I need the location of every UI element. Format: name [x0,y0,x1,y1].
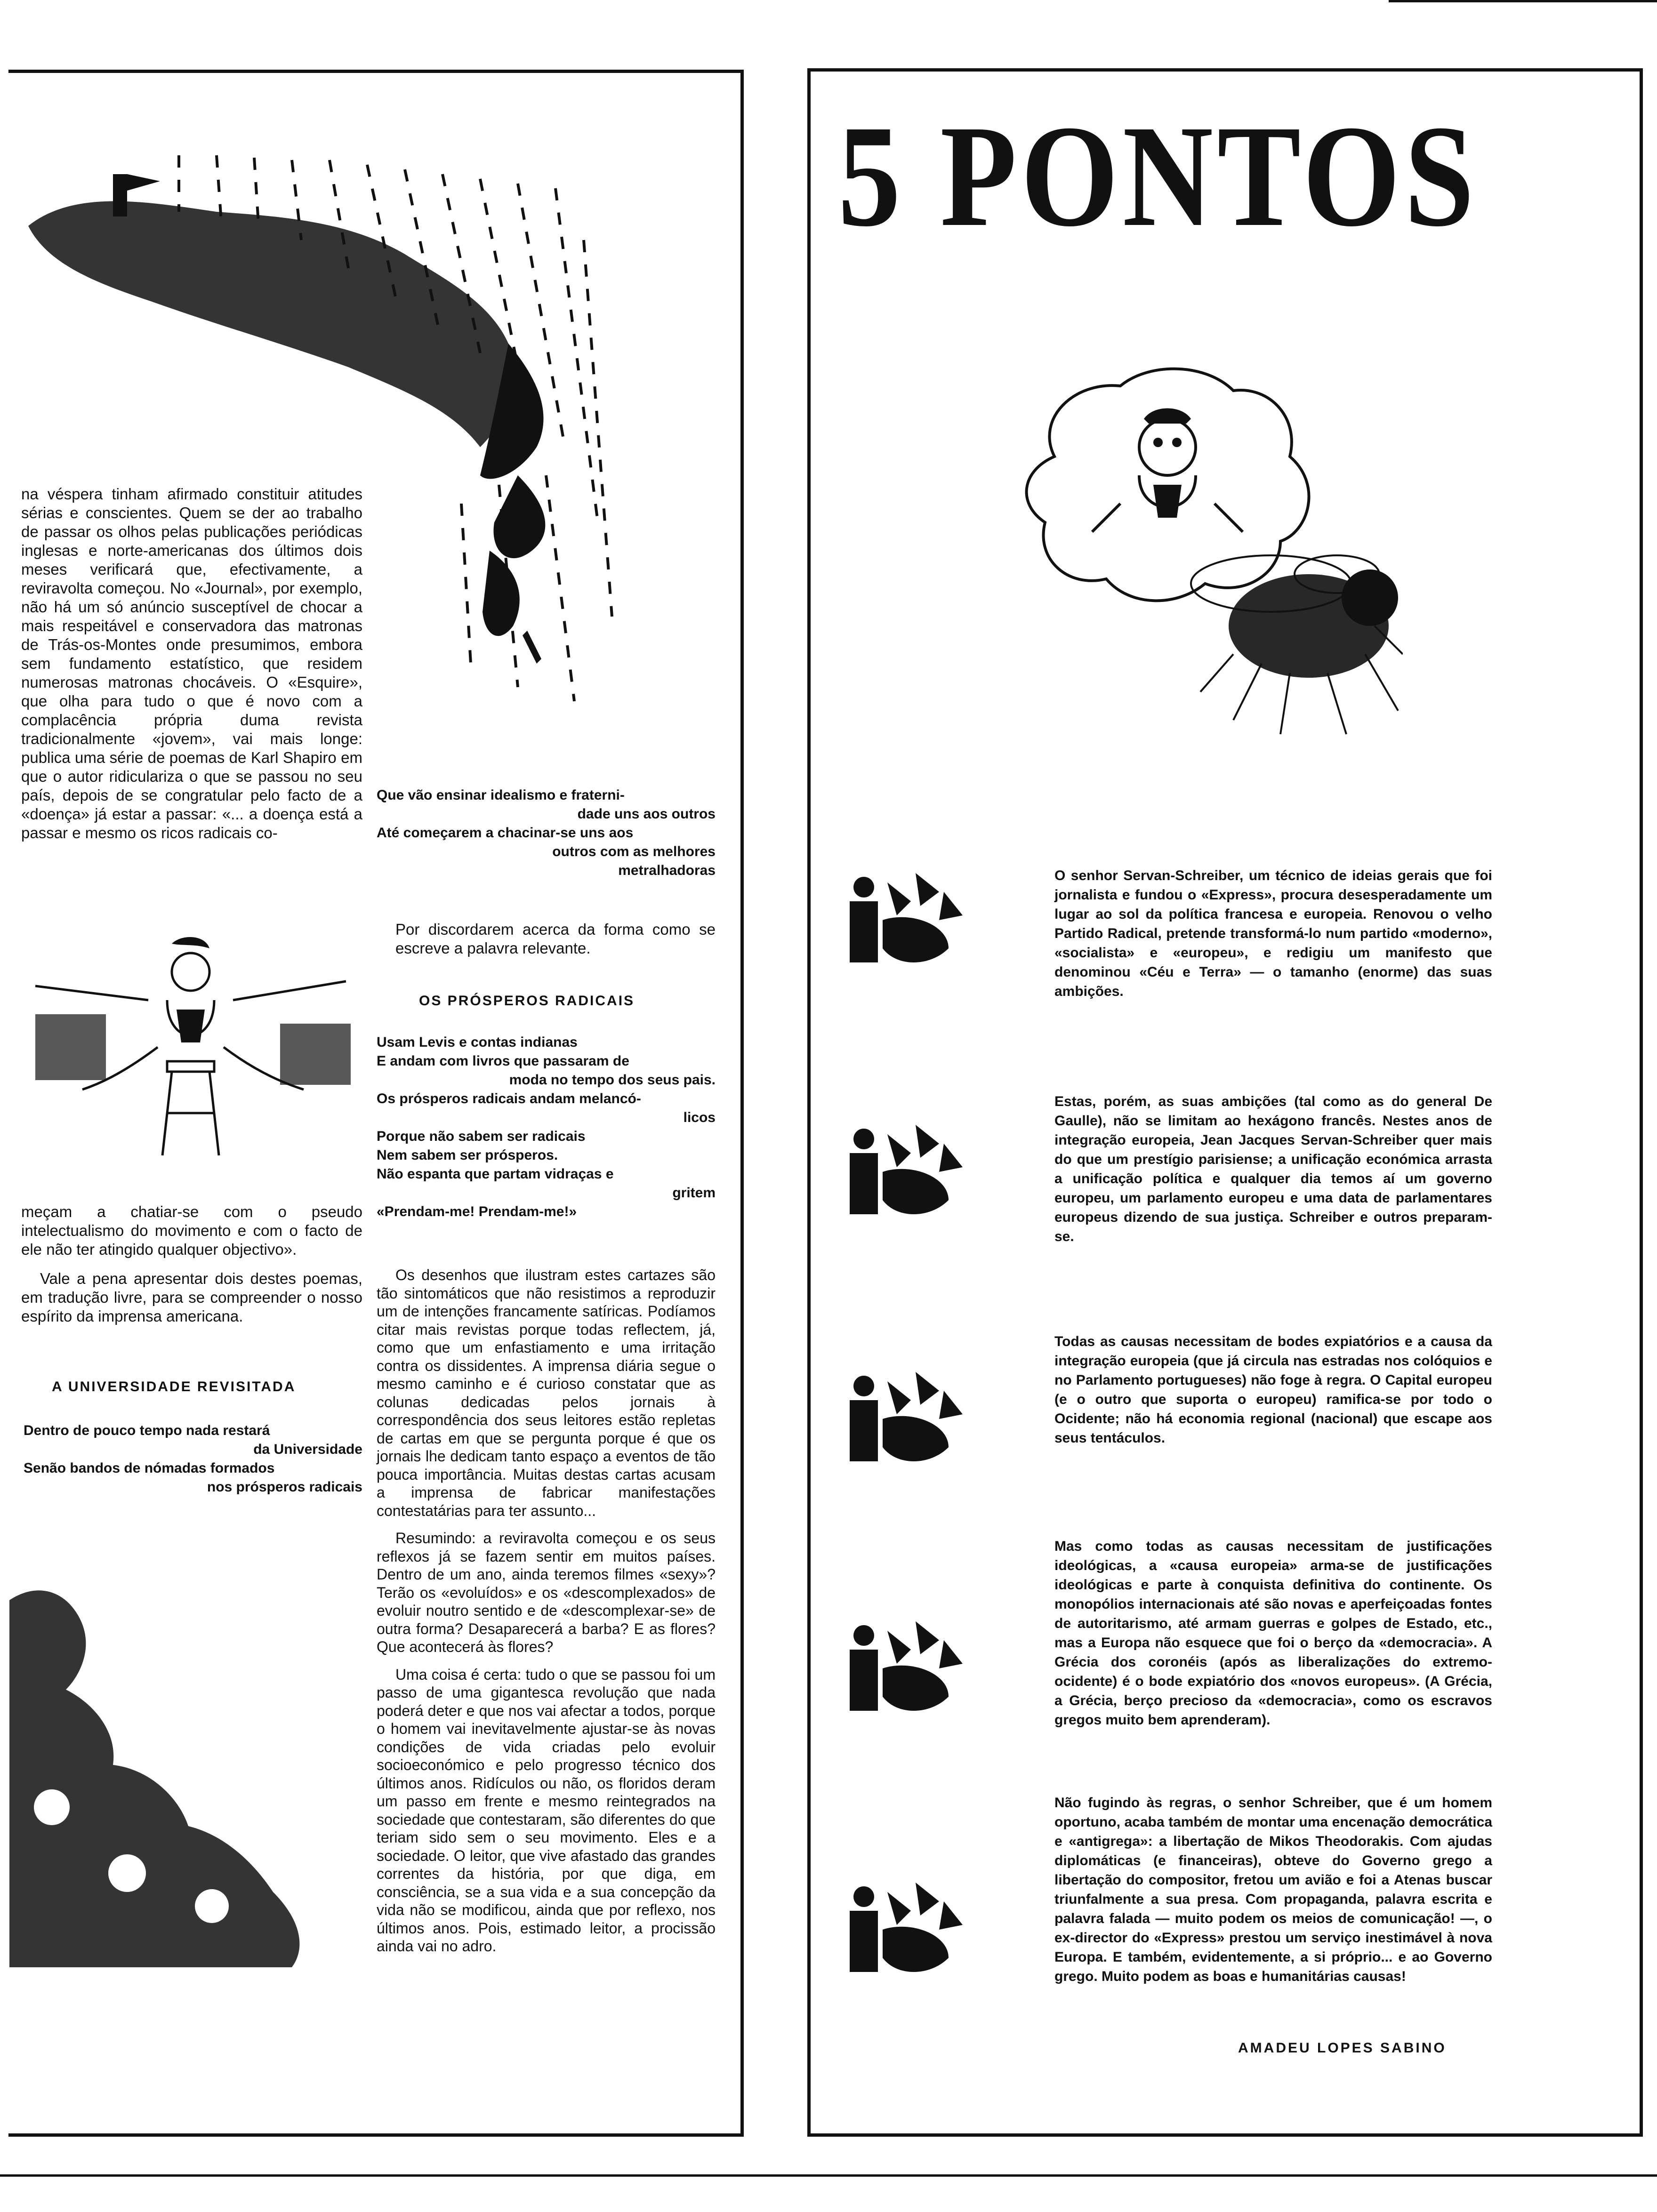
point-1-text: O senhor Servan-Schreiber, um técnico de ideias gerais que foi jornalista e fundou o «Express», procura desesperadamente um lugar ao sol da política francesa e europeia. Renovou o velho Partido Radical, pretende transformá-lo num partido «moderno», «socialista» e «europeu», e redigiu um manifesto que denominou «Céu e Terra» — o tamanho (enorme) das suas ambições. [1054,868,1492,999]
paragraph: Uma coisa é certa: tudo o que se passou foi um passo de uma gigantesca revolução que nada poderá deter e que nos vai afectar a todos, porque o homem vai inevitavelmente ajustar-se às novas condições de vida criadas pelo evoluir socioeconómico e pelo progresso técnico dos últimos anos. Ridículos ou não, os floridos deram um passo em frente e mesmo reintegrados na sociedade que contestaram, são diferentes do que teriam sido sem o seu movimento. Eles e a sociedade. O leitor, que vive afastado das grandes correntes da história, por que diga, em consciência, se a sua vida e a sua concepção da vida não se modificou, ainda que por reflexo, nos últimos anos. Pois, estimado leitor, a procissão ainda vai no adro. [377,1666,716,1955]
page-title: 5 PONTOS [838,96,1479,257]
poem-line: nos prósperos radicais [207,1479,362,1495]
left-col1-mid-text [21,1202,362,1326]
point-marker-icon [845,1125,967,1219]
left-col1-intro-text: na véspera tinham afirmado constituir atitudes sérias e conscientes. Quem se der ao trabalho de passar os olhos pelas publicações periódicas inglesas e norte-americanas dos últimos dois meses verificará que, efectivamente, a reviravolta começou. No «Journal», por exemplo, não há um só anúncio susceptível de chocar a mais respeitável e conservadora das matronas de Trás-os-Montes onde presumimos, embora sem fundamento estatístico, que residem numerosas matronas chocáveis. O «Esquire», que olha para tudo o que é novo com a complacência própria duma revista tradicionalmente «jovem», vai mais longe: publica uma série de poemas de Karl Shapiro em que o autor ridiculariza o que se passou no seu país, depois de se congratular pelo facto de a «doença» já estar a passar: «... a doença está a passar e mesmo os ricos radicais co- [21,485,362,842]
poem-line: gritem [672,1185,716,1201]
heading-universidade: A UNIVERSIDADE REVISITADA [52,1379,296,1395]
paragraph: Os desenhos que ilustram estes cartazes são tão sintomáticos que não resistimos a reproduzir um de intenções francamente satíricas. Podíamos citar mais revistas porque todas reflectem, já, como que um enfastiamento e uma irritação contra os dissidentes. A imprensa diária segue o mesmo caminho e é curioso constatar que as colunas dedicadas pelos jornais à correspondência dos seus leitores estão repletas de cartas em que se pergunta porque é que os jornais lhe dedicam tanto espaço a eventos de tão pouca importância. Muitas destas cartas acusam a imprensa de fabricar manifestações contestatárias para ter assunto... [377,1266,716,1519]
point-marker-icon [845,1621,967,1715]
author-byline: AMADEU LOPES SABINO [1238,2040,1447,2056]
poem-line: «Prendam-me! Prendam-me!» [377,1204,577,1219]
poem-line: dade uns aos outros [577,806,716,822]
paragraph: Resumindo: a reviravolta começou e os seus reflexos já se fazem sentir em muitos países. Dentro de um ano, ainda teremos filmes «sexy»? Terão os «evoluídos» e os «descomplexados» de evoluir noutro sentido e de «descomplexar-se» de outra forma? Desaparecerá a barba? E as flores? Que acontecerá às flores? [377,1530,716,1655]
poem-line: Senão bandos de nómadas formados [24,1460,275,1476]
point-marker-icon [845,1883,967,1977]
point-2-text: Estas, porém, as suas ambições (tal como as do general De Gaulle), não se limitam ao hexágono francês. Nestes anos de integração europeia, Jean Jacques Servan-Schreiber quer mais do que um prestígio parisiense; a unificação económica arrasta a unificação política e qualquer dia temos aí um governo europeu, um parlamento europeu e uma data de parlamentares europeus dizendo de sua justiça. Schreiber e outros preparam-se. [1054,1094,1492,1244]
poem-line: Dentro de pouco tempo nada restará [24,1423,270,1438]
top-edge-rule [1389,0,1657,2]
radical-cartoon-illustration [26,934,355,1170]
poem-line: Nem sabem ser prósperos. [377,1147,558,1163]
point-5-text: Não fugindo às regras, o senhor Schreiber, que é um homem oportuno, acaba também de montar uma encenação democrática e «antigrega»: a libertação de Mikos Theodorakis. Com ajudas diplomáticas (e financeiras), obteve do Governo grego a libertação do compositor, fretou um avião e foi a Atenas buscar triunfalmente a sua presa. Com propaganda, palavra escrita e palavra falada — muito podem os meios de comunicação! —, o ex-director do «Express» prestou um serviço inestimável à nova Europa. E também, evidentemente, a si próprio... e ao Governo grego. Muito podem as boas e humanitárias causas! [1054,1795,1492,1984]
poem-line: licos [683,1110,716,1125]
poem-line: Os prósperos radicais andam melancó- [377,1091,641,1106]
heading-prosperos: OS PRÓSPEROS RADICAIS [419,993,635,1009]
bottom-rule [0,2174,1657,2177]
poem-line: E andam com livros que passaram de [377,1053,629,1069]
point-marker-icon [845,873,967,967]
paragraph: meçam a chatiar-se com o pseudo intelectualismo do movimento e com o facto de ele não ter atingido qualquer objectivo». [21,1203,362,1258]
point-4-text: Mas como todas as causas necessitam de justificações ideológicas, a «causa europeia» arma-se de justificações ideológicas e parte à conquista definitiva do continente. Os monopólios internacionais até são novas e aperfeiçoadas fontes de autoritarismo, até armam guerras e golpes de Estado, etc., mas a Europa não esquece que foi o berço da «democracia». A Grécia dos coronéis (após as liberalizações do extremo-ocidente) é o bode expiatório dos «novos europeus». (A Grécia, a Grécia, berço precioso da «democracia», como os escravos gregos muito bem aprenderam). [1054,1539,1492,1728]
poem-line: metralhadoras [618,863,716,878]
relevante-note: Por discordarem acerca da forma como se escreve a palavra relevante. [395,921,716,957]
poem-line: Porque não sabem ser radicais [377,1129,586,1144]
poem-line: Usam Levis e contas indianas [377,1034,578,1050]
crowd-bottom-illustration [9,1581,315,1967]
poem-line: outros com as melhores [552,844,716,859]
poem-universidade [24,1421,362,1497]
point-marker-icon [845,1372,967,1466]
poem-prosperos [377,1033,716,1221]
poem-line: moda no tempo dos seus pais. [509,1072,716,1088]
poem-line: da Universidade [253,1442,362,1457]
poem-line: Não espanta que partam vidraças e [377,1166,614,1182]
capitalist-fly-illustration [998,362,1403,739]
poem-line: Até começarem a chacinar-se uns aos [377,825,634,841]
poem-idealismo [377,786,716,880]
point-3-text: Todas as causas necessitam de bodes expiatórios e a causa da integração europeia (que já circula nas estradas nos colóquios e no Parlamento portugueses) não foge à regra. O Capital europeu (e o outro que suporta o europeu) ramifica-se por todo o Ocidente; não há economia regional (nacional) que escape aos seus tentáculos. [1054,1334,1492,1446]
paragraph: Vale a pena apresentar dois destes poemas, em tradução livre, para se compreender o nosso espírito da imprensa americana. [21,1270,362,1325]
left-col2-body [377,1266,716,1956]
poem-line: Que vão ensinar idealismo e fraterni- [377,787,625,803]
